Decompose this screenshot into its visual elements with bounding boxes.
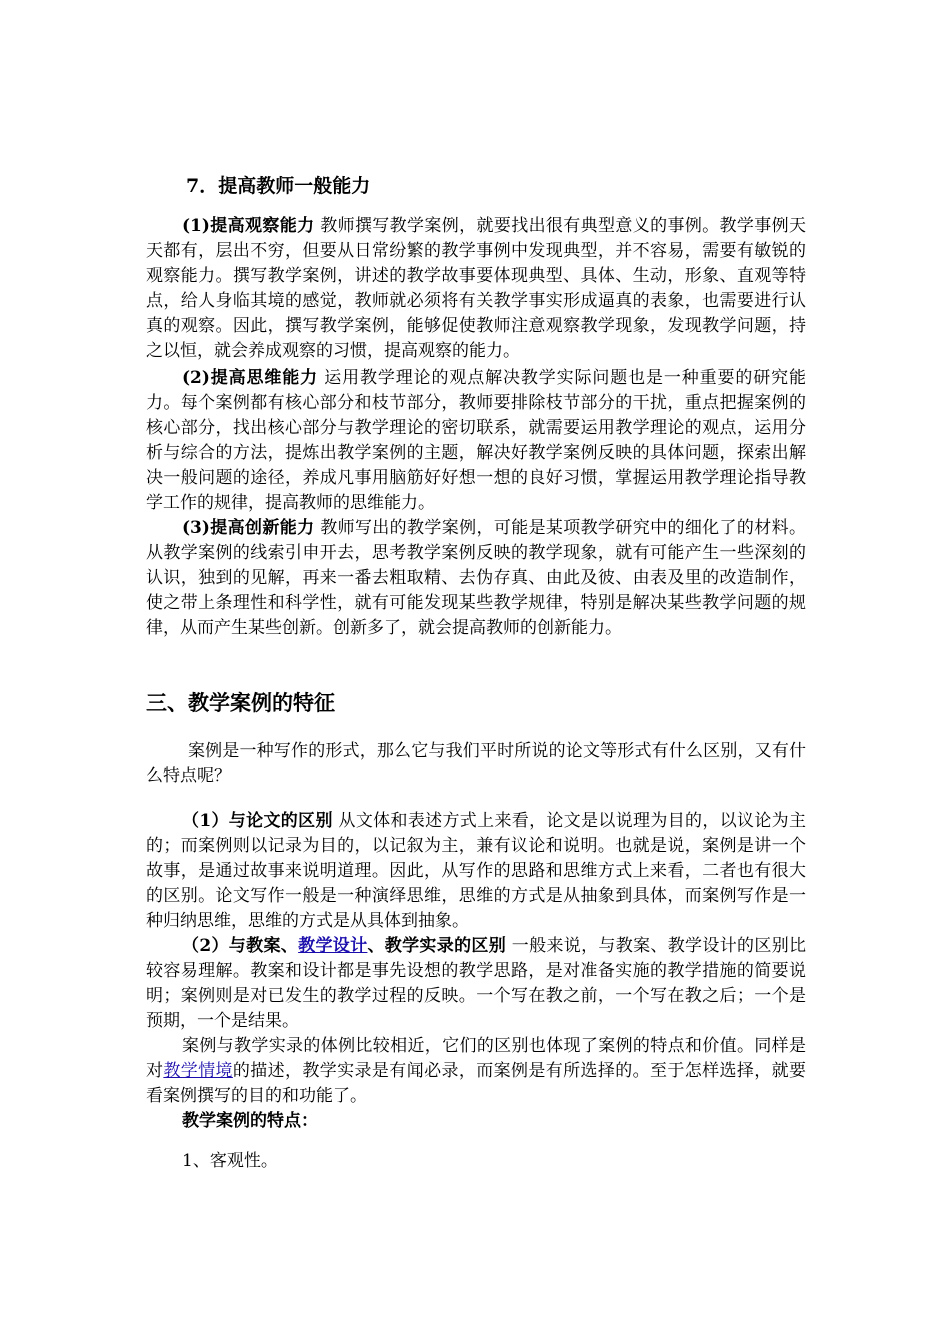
- paragraph-innovation: [146, 516, 806, 641]
- paragraph-vs-record: [146, 1034, 806, 1109]
- paragraph-thinking: [146, 366, 806, 516]
- paragraph-vs-paper: [146, 809, 806, 934]
- feature-item-1: 1、客观性。: [182, 1151, 278, 1171]
- paragraph-text: 一般来说，与教案、教学设计的区别比较容易理解。教案和设计都是事先设想的教学思路，是对准备实施的教学措施的简要说明；案例则是对已发生的教学过程的反映。一个写在教之前，一个写在教之后；一个是预期，一个是结果。: [146, 936, 807, 1031]
- teaching-situation-link[interactable]: 教学情境: [163, 1061, 233, 1081]
- intro-paragraph: 案例是一种写作的形式，那么它与我们平时所说的论文等形式有什么区别，又有什么特点呢？: [146, 741, 806, 786]
- paragraph-text: 教师写出的教学案例，可能是某项教学研究中的细化了的材料。从教学案例的线索引申开去，思考教学案例反映的教学现象，就有可能产生一些深刻的认识，独到的见解，再来一番去粗取精、去伪存真、由此及彼、由表及里的改造制作，使之带上条理性和科学性，就有可能发现某些教学规律，特别是解决某些教学问题的规律，从而产生某些创新。创新多了，就会提高教师的创新能力。: [146, 518, 806, 638]
- paragraph-text: 的描述，教学实录是有闻必录，而案例是有所选择的。至于怎样选择，就要看案例撰写的目的和功能了。: [146, 1061, 807, 1106]
- paragraph-label: (1)提高观察能力: [182, 216, 315, 236]
- paragraph-text: 从文体和表述方式上来看，论文是以说理为目的，以议论为主的；而案例则以记录为目的，以记叙为主，兼有议论和说明。也就是说，案例是讲一个故事，是通过故事来说明道理。因此，从写作的思路和思维方式上来看，二者也有很大的区别。论文写作一般是一种演绎思维，思维的方式是从抽象到具体，而案例写作是一种归纳思维，思维的方式是从具体到抽象。: [146, 811, 806, 931]
- paragraph-label: （2）与教案、: [182, 936, 299, 956]
- features-heading: 教学案例的特点：: [182, 1111, 318, 1131]
- paragraph-label: (3)提高创新能力: [182, 518, 315, 538]
- paragraph-text: 运用教学理论的观点解决教学实际问题也是一种重要的研究能力。每个案例都有核心部分和枝节部分，教师要排除枝节部分的干扰，重点把握案例的核心部分，找出核心部分与教学理论的密切联系，就需要运用教学理论的观点，运用分析与综合的方法，提炼出教学案例的主题，解决好教学案例反映的具体问题，探索出解决一般问题的途径，养成凡事用脑筋好好想一想的良好习惯，掌握运用教学理论指导教学工作的规律，提高教师的思维能力。: [146, 368, 806, 513]
- paragraph-text: 教师撰写教学案例，就要找出很有典型意义的事例。教学事例天天都有，层出不穷，但要从日常纷繁的教学事例中发现典型，并不容易，需要有敏锐的观察能力。撰写教学案例，讲述的教学故事要体现典型、具体、生动，形象、直观等特点，给人身临其境的感觉，教师就必须将有关教学事实形成逼真的表象，也需要进行认真的观察。因此，撰写教学案例，能够促使教师注意观察教学现象，发现教学问题，持之以恒，就会养成观察的习惯，提高观察的能力。: [146, 216, 806, 361]
- paragraph-vs-lesson-plan: [146, 934, 806, 1034]
- section-title: 三、教学案例的特征: [146, 690, 335, 715]
- paragraph-label: 、教学实录的区别: [367, 936, 507, 956]
- paragraph-text: 案例与教学实录的体例比较相近，它们的区别也体现了案例的特点和价值。同样是对: [146, 1036, 806, 1081]
- paragraph-label: (2)提高思维能力: [182, 368, 319, 388]
- teaching-design-link[interactable]: 教学设计: [298, 936, 368, 956]
- paragraph-observation: [146, 214, 806, 364]
- paragraph-label: （1）与论文的区别: [182, 811, 333, 831]
- subsection-title: 7．提高教师一般能力: [186, 175, 371, 197]
